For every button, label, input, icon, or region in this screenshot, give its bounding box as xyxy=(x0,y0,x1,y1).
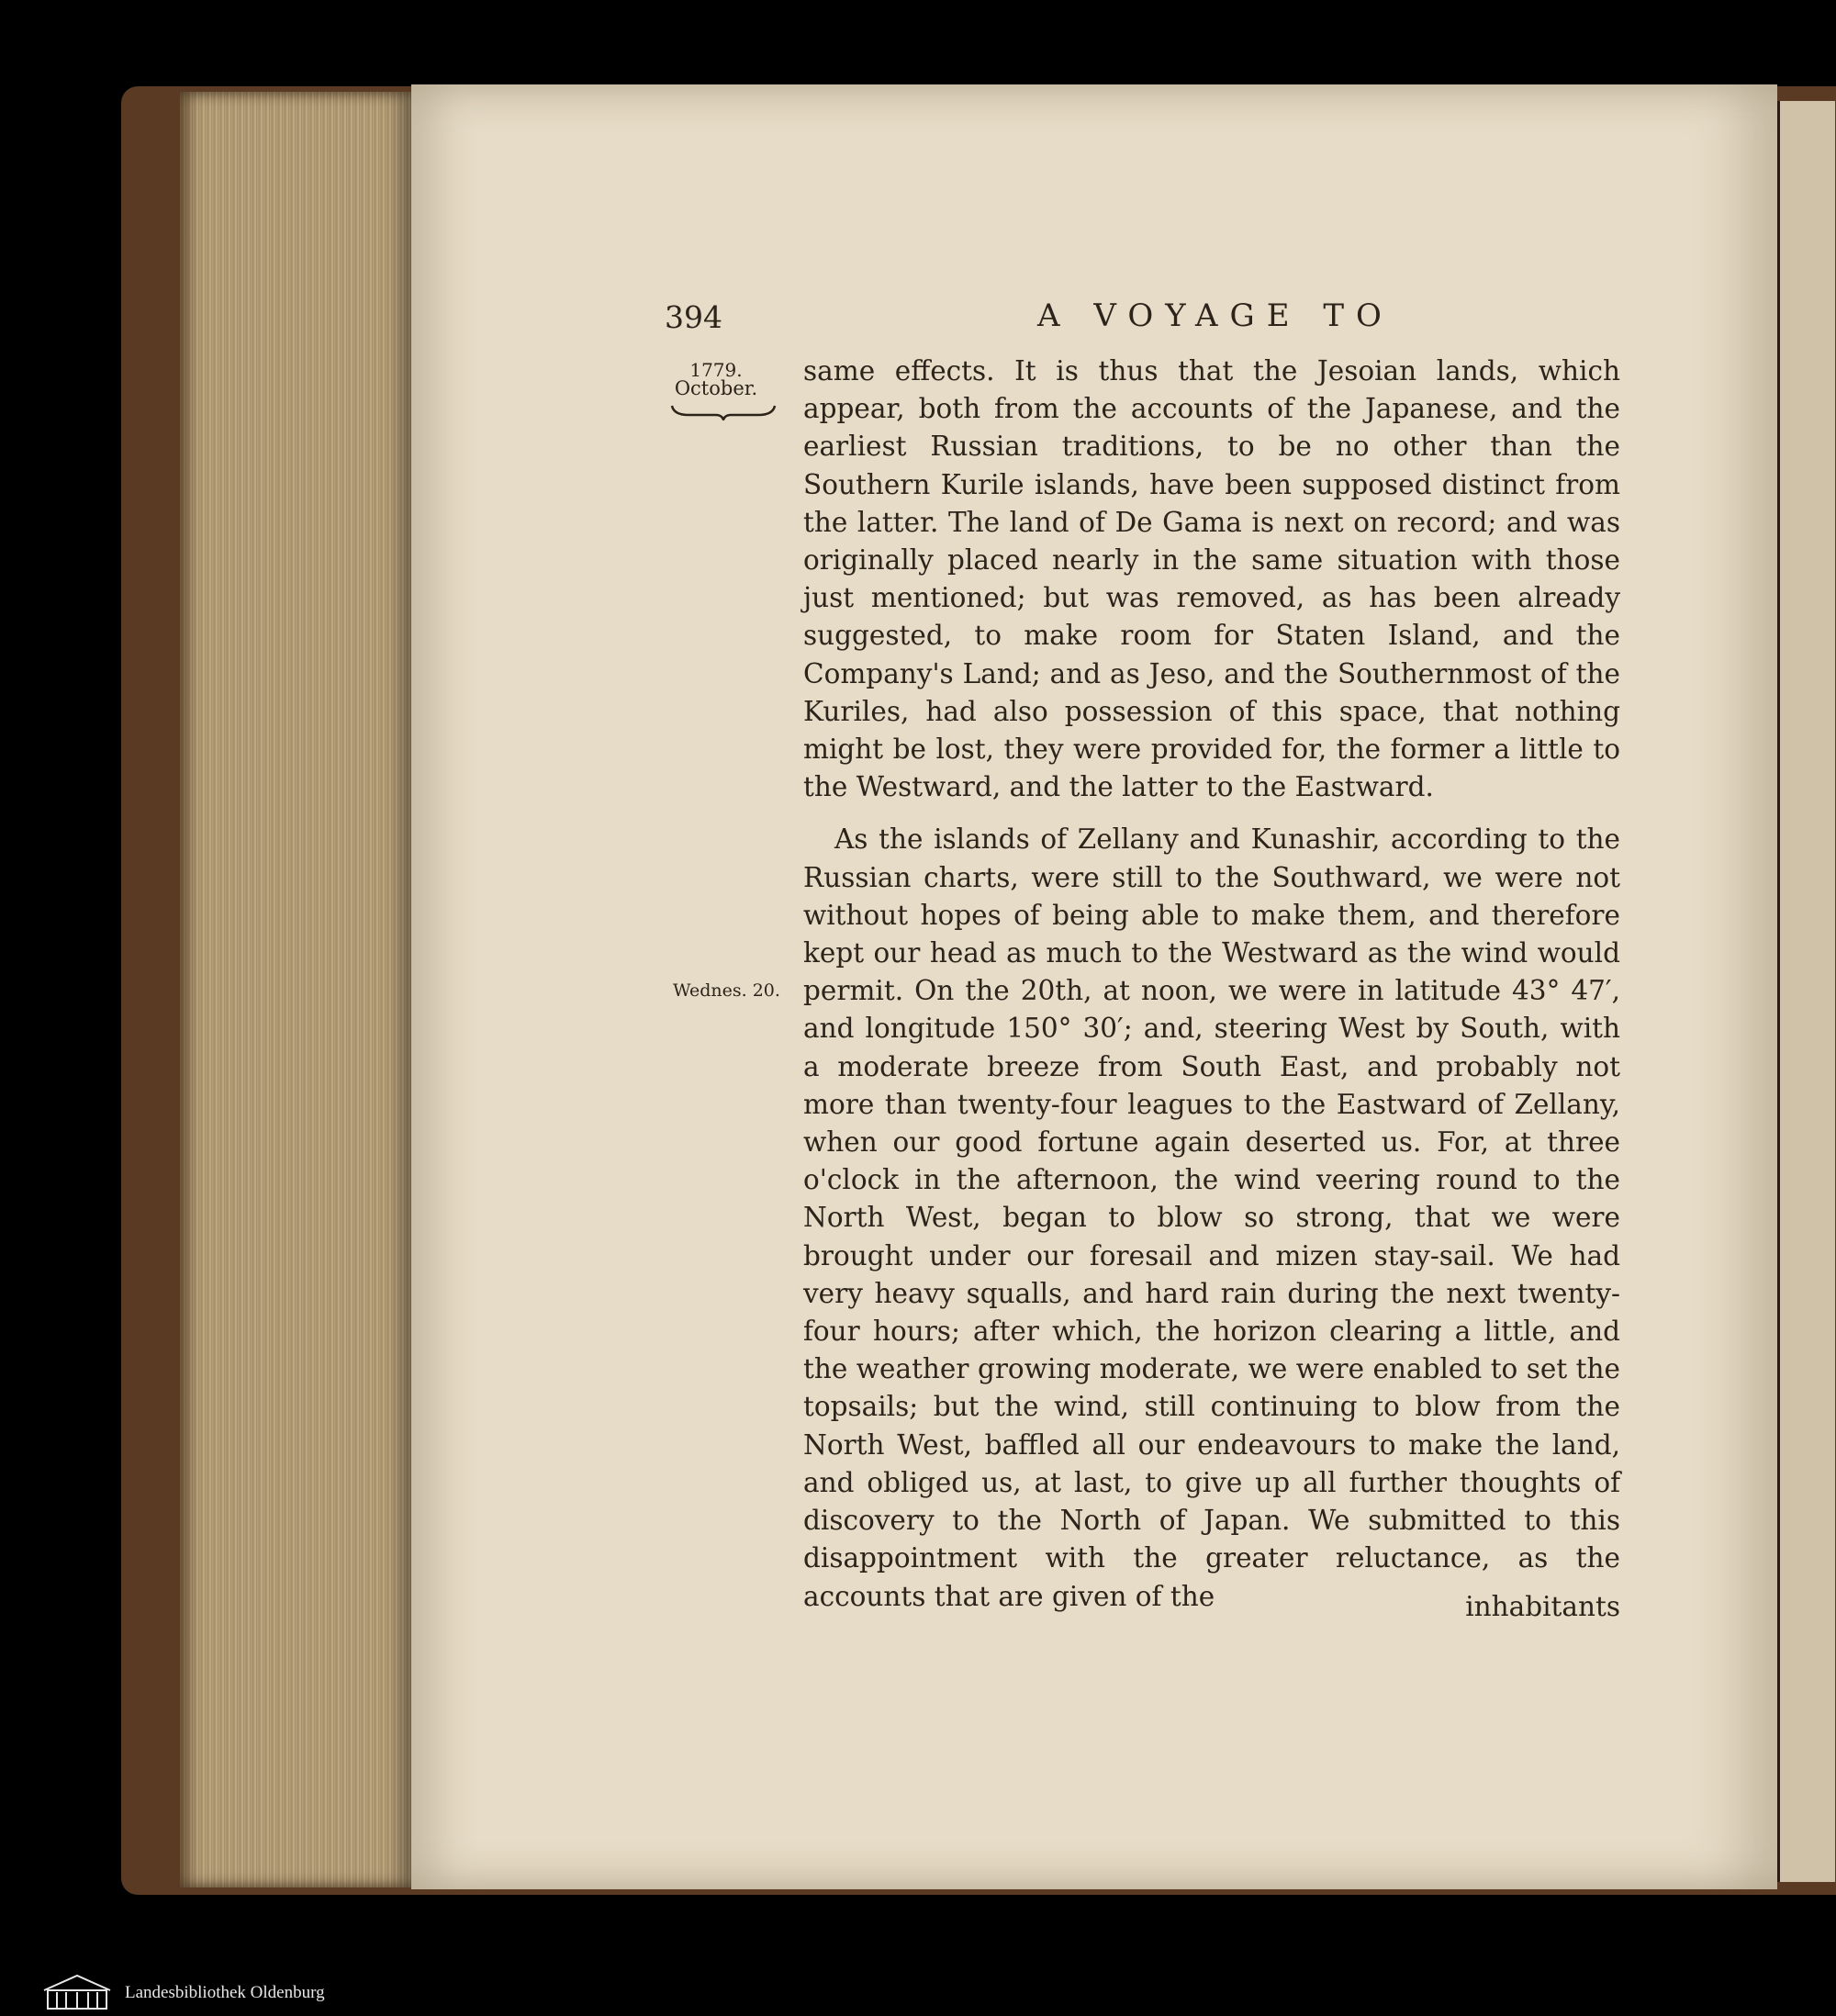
library-name: Landesbibliothek Oldenburg xyxy=(125,1983,325,2002)
facing-page-edge xyxy=(1777,101,1835,1882)
library-building-icon xyxy=(40,1972,114,2012)
margin-date xyxy=(661,361,771,398)
catchword: inhabitants xyxy=(1465,1591,1620,1622)
paragraph: As the islands of Zellany and Kunashir, according to the Russian charts, were still to the Southward, we were not without hopes of being able to make them, and therefore kept our head as much to the Westward as the wind would permit. On the 20th, at noon, we were in latitude 43° 47′, and longitude 150° 30′; and, steering West by South, with a moderate breeze from South East, and probably not more than twenty-four leagues to the Eastward of Zellany, when our good fortune again deserted us. For, at three o'clock in the afternoon, the wind veering round to the North West, began to blow so strong, that we were brought under our foresail and mizen stay-sail. We had very heavy squalls, and hard rain during the next twenty-four hours; after which, the horizon clearing a little, and the weather growing moderate, we were enabled to set the topsails; but the wind, still continuing to blow from the North West, baffled all our endeavours to make the land, and obliged us, at last, to give up all further thoughts of discovery to the North of Japan. We submitted to this disappointment with the greater reluctance, as the accounts that are given of the xyxy=(803,823,1620,1612)
page-edges xyxy=(180,92,411,1887)
paragraph: same effects. It is thus that the Jesoian lands, which appear, both from the accounts of the Japanese, and the earliest Russian traditions, to be no other than the Southern Kurile islands, have been supposed distinct from the latter. The land of De Gama is next on record; and was originally placed nearly in the same situation with those just mentioned; but was removed, as has been already suggested, to make room for Staten Island, and the Company's Land; and as Jeso, and the Southernmost of the Kuriles, had also possession of this space, that nothing might be lost, they were provided for, the former a little to the Westward, and the latter to the Eastward. xyxy=(803,355,1620,803)
body-text xyxy=(803,353,1620,1616)
running-head: A VOYAGE TO xyxy=(1037,297,1394,334)
margin-day: Wednes. 20. xyxy=(673,980,780,1001)
margin-brace-icon xyxy=(670,404,777,420)
margin-month: October. xyxy=(674,377,758,399)
margin-year: 1779. xyxy=(689,359,743,381)
page-number: 394 xyxy=(665,299,722,335)
